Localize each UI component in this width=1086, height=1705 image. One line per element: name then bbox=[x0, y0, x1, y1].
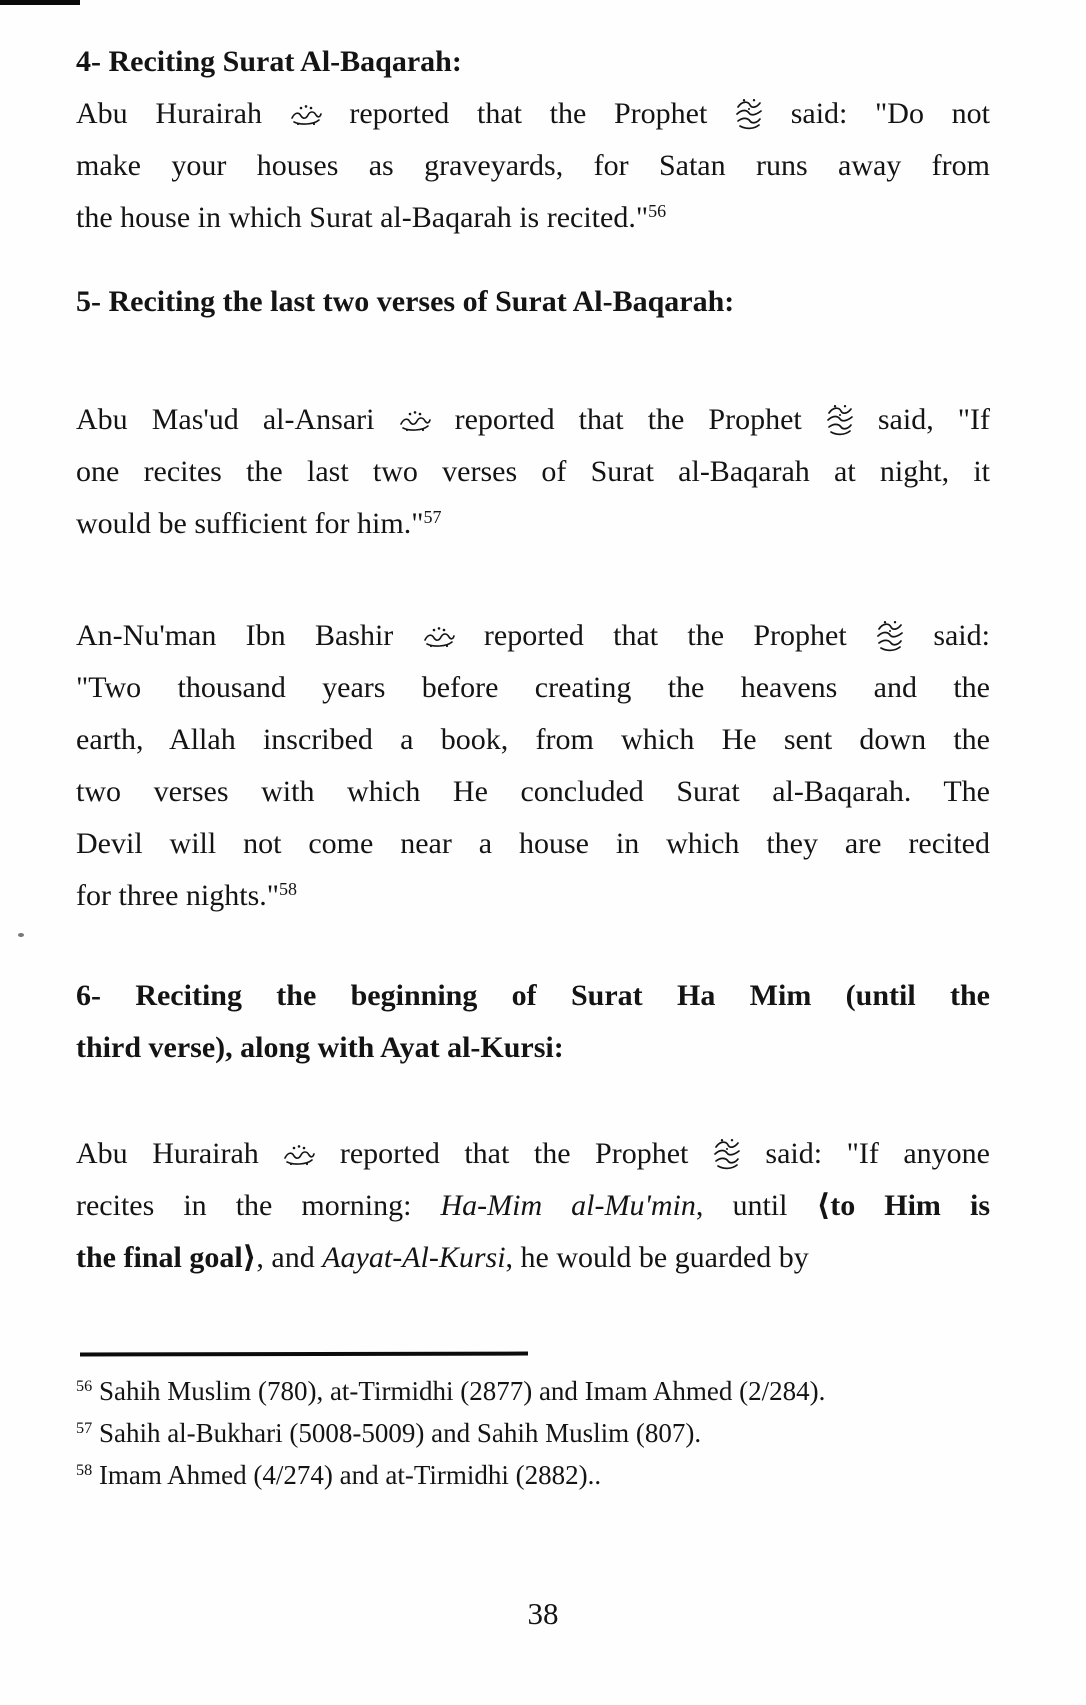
text-segment: third verse), along with Ayat al-Kursi: bbox=[76, 1031, 564, 1064]
radi-allahu-anhu-icon bbox=[290, 103, 322, 127]
text-segment: An-Nu'man Ibn Bashir bbox=[76, 619, 423, 652]
text-segment: said, "If bbox=[853, 403, 990, 436]
text-segment: Abu Hurairah bbox=[76, 1137, 284, 1170]
section-4-paragraph-line-1 bbox=[76, 88, 990, 140]
text-segment: reported that the Prophet bbox=[321, 97, 736, 130]
text-segment: said: bbox=[904, 619, 990, 652]
text-segment: reported that the Prophet bbox=[454, 619, 877, 652]
text-segment: Abu Hurairah bbox=[76, 97, 290, 130]
text-segment: 5- Reciting the last two verses of Surat Al-Baqarah: bbox=[76, 285, 735, 318]
footnote-57 bbox=[76, 1412, 990, 1454]
text-segment: one recites the last two verses of Surat al-Baqarah at night, it bbox=[76, 455, 990, 488]
text-segment: Imam Ahmed (4/274) and at-Tirmidhi (2882).. bbox=[92, 1460, 602, 1490]
text-segment: , he would be guarded by bbox=[505, 1241, 809, 1274]
text-segment: reported that the Prophet bbox=[315, 1137, 713, 1170]
text-segment: said: "Do not bbox=[763, 97, 990, 130]
scan-speck bbox=[18, 933, 24, 937]
section-5-paragraph-line-2 bbox=[76, 446, 990, 498]
sallallahu-alayhi-wasallam-icon bbox=[826, 404, 854, 436]
section-4-paragraph-line-2 bbox=[76, 140, 990, 192]
superscript: 57 bbox=[423, 507, 442, 528]
radi-allahu-anhu-icon bbox=[423, 625, 455, 649]
section-6-heading bbox=[76, 970, 990, 1074]
footnote-separator-rule bbox=[80, 1352, 528, 1357]
section-6-paragraph-line-2 bbox=[76, 1180, 990, 1232]
text-segment: make your houses as graveyards, for Satan runs away from bbox=[76, 149, 990, 182]
section-5-paragraph-line-1 bbox=[76, 394, 990, 446]
superscript: 58 bbox=[279, 879, 298, 900]
section-5-paragraph bbox=[76, 394, 990, 550]
section-4-paragraph-line-3 bbox=[76, 192, 990, 244]
section-6-paragraph bbox=[76, 1128, 990, 1284]
bold-segment: ⟨to Him is bbox=[816, 1189, 990, 1222]
section-6-paragraph-line-1 bbox=[76, 1128, 990, 1180]
footnote-56 bbox=[76, 1370, 990, 1412]
footnotes bbox=[76, 1370, 990, 1496]
section-5-heading-line bbox=[76, 276, 990, 328]
italic-segment: Ha-Mim al-Mu'min bbox=[440, 1189, 696, 1222]
numan-hadith-paragraph-line-5 bbox=[76, 818, 990, 870]
text-segment: Sahih Muslim (780), at-Tirmidhi (2877) and Imam Ahmed (2/284). bbox=[92, 1376, 826, 1406]
text-segment: two verses with which He concluded Surat al-Baqarah. The bbox=[76, 775, 990, 808]
scan-edge-artifact bbox=[0, 0, 80, 5]
text-segment: , and bbox=[256, 1241, 323, 1274]
numan-hadith-paragraph-line-6 bbox=[76, 870, 990, 922]
radi-allahu-anhu-icon bbox=[399, 409, 431, 433]
superscript: 58 bbox=[76, 1461, 93, 1480]
text-segment: Abu Mas'ud al-Ansari bbox=[76, 403, 399, 436]
section-6-paragraph-line-3 bbox=[76, 1232, 990, 1284]
numan-hadith-paragraph bbox=[76, 610, 990, 922]
section-4-heading bbox=[76, 36, 990, 88]
sallallahu-alayhi-wasallam-icon bbox=[735, 98, 763, 130]
section-4-heading-line bbox=[76, 36, 990, 88]
numan-hadith-paragraph-line-4 bbox=[76, 766, 990, 818]
text-segment: reported that the Prophet bbox=[430, 403, 826, 436]
section-5-heading bbox=[76, 276, 990, 328]
numan-hadith-paragraph-line-1 bbox=[76, 610, 990, 662]
superscript: 56 bbox=[76, 1377, 93, 1396]
text-segment: Devil will not come near a house in which they are recited bbox=[76, 827, 990, 860]
footnote-58 bbox=[76, 1454, 990, 1496]
sallallahu-alayhi-wasallam-icon bbox=[876, 620, 904, 652]
radi-allahu-anhu-icon bbox=[283, 1143, 315, 1167]
text-segment: the house in which Surat al-Baqarah is recited." bbox=[76, 201, 649, 234]
text-segment: said: "If anyone bbox=[740, 1137, 990, 1170]
text-segment: recites in the morning: bbox=[76, 1189, 441, 1222]
text-segment: 6- Reciting the beginning of Surat Ha Mim (until the bbox=[76, 979, 990, 1012]
text-segment: , until bbox=[695, 1189, 817, 1222]
page-content bbox=[76, 0, 990, 1496]
text-segment: "Two thousand years before creating the heavens and the bbox=[76, 671, 990, 704]
bold-segment: the final goal⟩ bbox=[76, 1241, 257, 1274]
sallallahu-alayhi-wasallam-icon bbox=[713, 1138, 741, 1170]
section-4-paragraph bbox=[76, 88, 990, 244]
italic-segment: Aayat-Al-Kursi bbox=[322, 1241, 506, 1274]
text-segment: earth, Allah inscribed a book, from which He sent down the bbox=[76, 723, 990, 756]
superscript: 56 bbox=[648, 201, 667, 222]
superscript: 57 bbox=[76, 1419, 93, 1438]
section-5-paragraph-line-3 bbox=[76, 498, 990, 550]
text-segment: for three nights." bbox=[76, 879, 280, 912]
section-6-heading-line-2 bbox=[76, 1022, 990, 1074]
text-segment: would be sufficient for him." bbox=[76, 507, 424, 540]
text-segment: Sahih al-Bukhari (5008-5009) and Sahih Muslim (807). bbox=[92, 1418, 702, 1448]
section-6-heading-line-1 bbox=[76, 970, 990, 1022]
text-segment: 4- Reciting Surat Al-Baqarah: bbox=[76, 45, 462, 78]
numan-hadith-paragraph-line-2 bbox=[76, 662, 990, 714]
numan-hadith-paragraph-line-3 bbox=[76, 714, 990, 766]
page-number: 38 bbox=[527, 1596, 559, 1631]
